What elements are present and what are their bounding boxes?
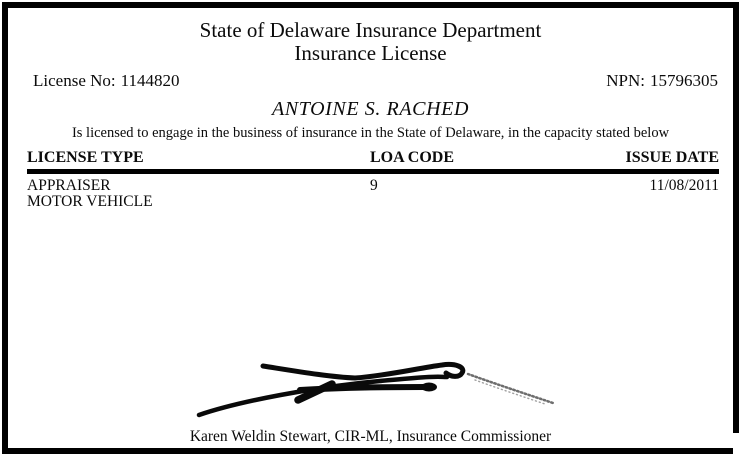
document-border-right (733, 2, 739, 433)
header-issue-date: ISSUE DATE (625, 149, 719, 166)
document-border-top (2, 2, 739, 8)
header-license-type: LICENSE TYPE (27, 149, 144, 166)
license-type-cell (27, 178, 370, 209)
license-number (33, 71, 179, 90)
license-type-line-2: MOTOR VEHICLE (27, 192, 153, 210)
license-statement: Is licensed to engage in the business of insurance in the State of Delaware, in the capacity stated below (71, 125, 670, 141)
document-subtitle: Insurance License (294, 41, 447, 65)
signature-scribble-icon (185, 350, 575, 422)
issue-date-cell: 11/08/2011 (649, 177, 719, 194)
npn-value: 15796305 (650, 71, 718, 90)
npn-number (606, 71, 718, 90)
table-header-row (27, 149, 719, 167)
document-title: State of Delaware Insurance Department (199, 18, 542, 42)
license-number-label: License No: (33, 71, 116, 90)
license-number-value: 1144820 (120, 71, 180, 90)
table-row (27, 178, 719, 209)
licensee-name: ANTOINE S. RACHED (271, 98, 470, 120)
commissioner-name: Karen Weldin Stewart, CIR-ML, Insurance Commissioner (189, 428, 552, 445)
loa-code-cell: 9 (370, 177, 378, 194)
header-loa-code: LOA CODE (370, 149, 455, 166)
document-border-left (2, 2, 8, 453)
table-header-rule (27, 169, 719, 174)
license-table (27, 149, 719, 209)
identifier-row (33, 71, 718, 90)
document-border-bottom (2, 448, 733, 454)
license-type-line-1: APPRAISER (27, 177, 111, 194)
npn-label: NPN: (606, 71, 645, 90)
